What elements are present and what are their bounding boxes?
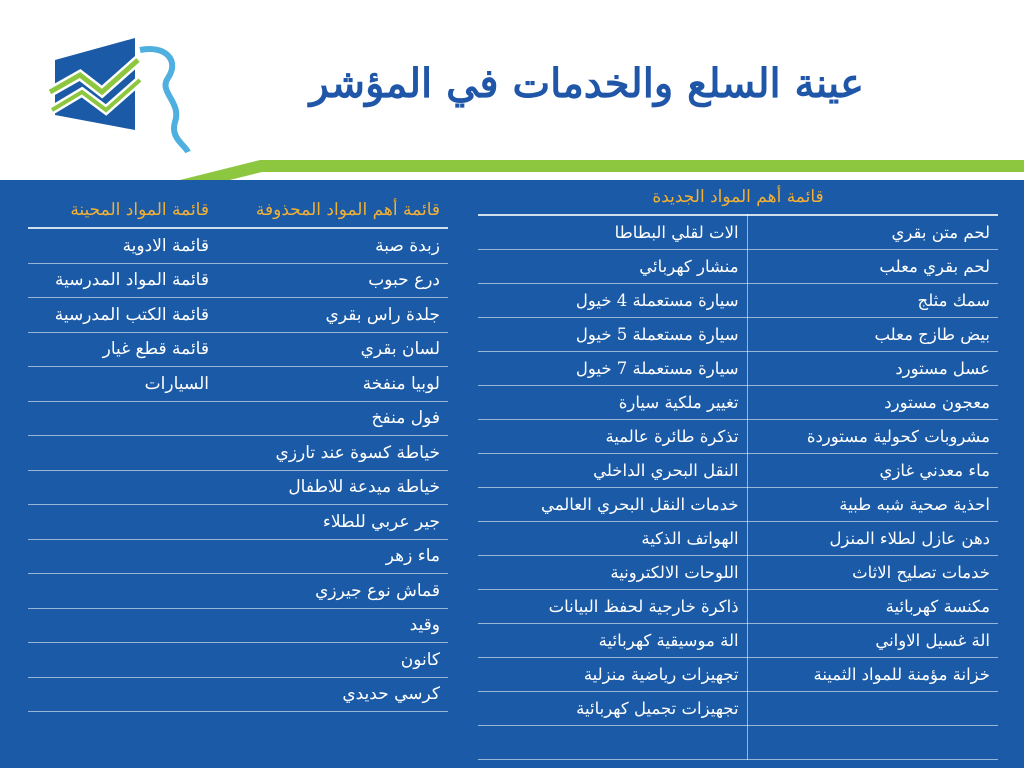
table-cell: [28, 505, 217, 540]
table-cell: [28, 677, 217, 712]
table-row: [478, 692, 998, 726]
removed-items-table: [28, 193, 448, 712]
table-row: [478, 726, 998, 760]
table-row: [28, 228, 448, 263]
table-cell: النقل البحري الداخلي: [478, 454, 747, 488]
table-header-row: [28, 193, 448, 228]
table-cell: كرسي حديدي: [217, 677, 448, 712]
table-cell: [28, 436, 217, 471]
table-cell: تجهيزات تجميل كهربائية: [478, 692, 747, 726]
table-cell: تجهيزات رياضية منزلية: [478, 658, 747, 692]
table-cell: كانون: [217, 643, 448, 678]
table-cell: دهن عازل لطلاء المنزل: [747, 522, 998, 556]
table-row: [478, 658, 998, 692]
table-cell: مكنسة كهربائية: [747, 590, 998, 624]
table-row: [28, 677, 448, 712]
table-cell: زبدة صبة: [217, 228, 448, 263]
table-cell: تغيير ملكية سيارة: [478, 386, 747, 420]
table-row: [28, 401, 448, 436]
table-row: [28, 608, 448, 643]
table-row: [28, 298, 448, 333]
table-cell: خدمات تصليح الاثاث: [747, 556, 998, 590]
table-row: [478, 284, 998, 318]
chart-logo-icon: [40, 30, 200, 160]
table-cell: ذاكرة خارجية لحفظ البيانات: [478, 590, 747, 624]
table-cell: الات لقلي البطاطا: [478, 215, 747, 250]
table-cell: الة غسيل الاواني: [747, 624, 998, 658]
table-cell: معجون مستورد: [747, 386, 998, 420]
table-cell: قماش نوع جيرزي: [217, 574, 448, 609]
table-cell: ماء زهر: [217, 539, 448, 574]
table-row: [28, 436, 448, 471]
table-cell: السيارات: [28, 367, 217, 402]
table-cell: لحم متن بقري: [747, 215, 998, 250]
table-row: [478, 624, 998, 658]
table-row: [28, 263, 448, 298]
table-row: [478, 352, 998, 386]
table-cell: بيض طازج معلب: [747, 318, 998, 352]
table-header-row: [478, 180, 998, 215]
table-cell: لحم بقري معلب: [747, 250, 998, 284]
table-cell: وقيد: [217, 608, 448, 643]
table-cell: سيارة مستعملة 5 خيول: [478, 318, 747, 352]
table-row: [478, 420, 998, 454]
table-cell: خياطة ميدعة للاطفال: [217, 470, 448, 505]
table-cell: فول منفخ: [217, 401, 448, 436]
table-row: [478, 318, 998, 352]
table-row: [478, 590, 998, 624]
table-cell: قائمة قطع غيار: [28, 332, 217, 367]
table-cell: خدمات النقل البحري العالمي: [478, 488, 747, 522]
table-cell: [28, 401, 217, 436]
updated-items-header: قائمة المواد المحينة: [28, 193, 217, 228]
table-row: [478, 488, 998, 522]
table-row: [478, 522, 998, 556]
table-cell: سيارة مستعملة 7 خيول: [478, 352, 747, 386]
table-cell: سمك مثلج: [747, 284, 998, 318]
table-cell: قائمة الكتب المدرسية: [28, 298, 217, 333]
table-row: [28, 367, 448, 402]
table-cell: [28, 574, 217, 609]
table-cell: ماء معدني غازي: [747, 454, 998, 488]
table-cell: مشروبات كحولية مستوردة: [747, 420, 998, 454]
table-cell: [747, 726, 998, 760]
page-title: عينة السلع والخدمات في المؤشر: [309, 60, 864, 107]
table-cell: درع حبوب: [217, 263, 448, 298]
table-cell: جلدة راس بقري: [217, 298, 448, 333]
table-cell: [28, 539, 217, 574]
table-cell: قائمة المواد المدرسية: [28, 263, 217, 298]
table-row: [28, 574, 448, 609]
table-cell: تذكرة طائرة عالمية: [478, 420, 747, 454]
table-cell: [478, 726, 747, 760]
new-items-table: [478, 180, 998, 760]
table-cell: سيارة مستعملة 4 خيول: [478, 284, 747, 318]
table-row: [478, 386, 998, 420]
table-row: [28, 505, 448, 540]
table-row: [478, 454, 998, 488]
removed-items-header: قائمة أهم المواد المحذوفة: [217, 193, 448, 228]
table-cell: عسل مستورد: [747, 352, 998, 386]
table-cell: خياطة كسوة عند تارزي: [217, 436, 448, 471]
new-items-header: قائمة أهم المواد الجديدة: [478, 180, 998, 215]
table-row: [478, 556, 998, 590]
table-cell: منشار كهربائي: [478, 250, 747, 284]
table-row: [28, 539, 448, 574]
table-cell: لسان بقري: [217, 332, 448, 367]
table-cell: خزانة مؤمنة للمواد الثمينة: [747, 658, 998, 692]
table-cell: قائمة الادوية: [28, 228, 217, 263]
table-row: [28, 332, 448, 367]
table-row: [478, 215, 998, 250]
table-cell: لوبيا منفخة: [217, 367, 448, 402]
table-cell: الهواتف الذكية: [478, 522, 747, 556]
table-cell: احذية صحية شبه طبية: [747, 488, 998, 522]
table-cell: [747, 692, 998, 726]
table-cell: [28, 470, 217, 505]
table-cell: جير عربي للطلاء: [217, 505, 448, 540]
table-cell: [28, 608, 217, 643]
table-row: [478, 250, 998, 284]
table-row: [28, 643, 448, 678]
table-cell: اللوحات الالكترونية: [478, 556, 747, 590]
table-row: [28, 470, 448, 505]
table-cell: الة موسيقية كهربائية: [478, 624, 747, 658]
table-cell: [28, 643, 217, 678]
